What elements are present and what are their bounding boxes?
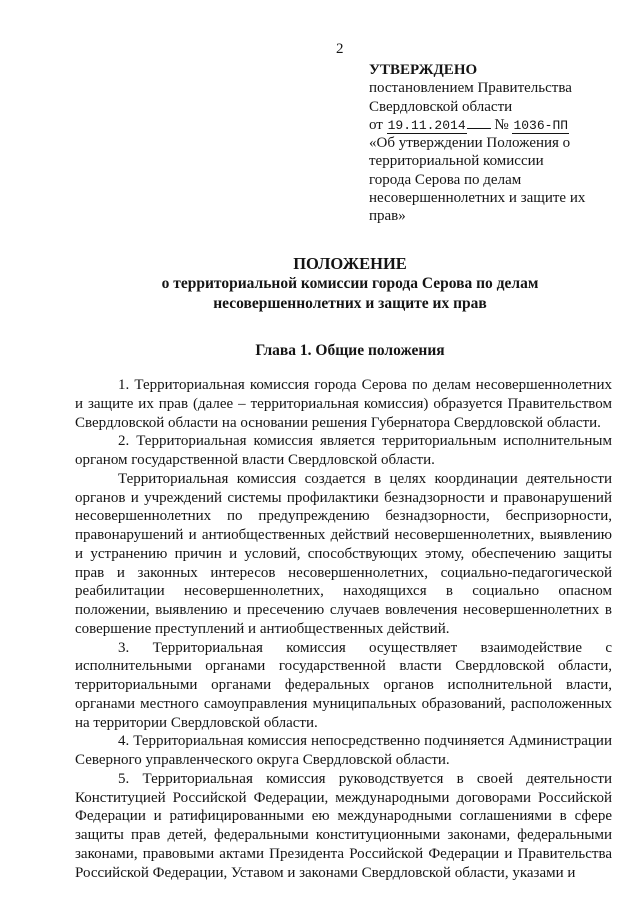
paragraph-5: 4. Территориальная комиссия непосредственно подчиняется Администрации Северного управленческого округа Свердловской области.: [75, 733, 612, 768]
approval-date-line: [369, 116, 609, 134]
approval-subject-line-3: города Серова по делам: [369, 171, 522, 188]
approval-number: 1036-ПП: [513, 117, 569, 133]
paragraph-2: 2. Территориальная комиссия является территориальным исполнительным органом государственной власти Свердловской области.: [75, 433, 612, 468]
paragraph-3: Территориальная комиссия создается в целях координации деятельности органов и учреждений системы профилактики безнадзорности и правонарушений несовершеннолетних по предупреждению безнадзорности, беспризорности, правонарушений и антиобщественных действий несовершеннолетних, выявлению и устранению причин и условий, способствующих этому, обеспечению защиты прав и законных интересов несовершеннолетних, социально-педагогической реабилитации несовершеннолетних, находящихся в социально опасном положении, выявлению и пресечению случаев вовлечения несовершеннолетних в совершение преступлений и антиобщественных действий.: [75, 470, 612, 637]
approval-heading: УТВЕРЖДЕНО: [369, 62, 478, 78]
approval-subject-line-2: территориальной комиссии: [369, 153, 544, 170]
approval-subject-line-4: несовершеннолетних и защите их: [369, 190, 586, 207]
paragraph-4: 3. Территориальная комиссия осуществляет взаимодействие с исполнительными органами государственной власти Свердловской области, территориальными органами федеральных органов исполнительной власти, органами местного самоуправления муниципальных образований, расположенных на территории Свердловской области.: [75, 639, 612, 731]
approval-line-2: Свердловской области: [369, 98, 513, 115]
page-number: 2: [336, 41, 344, 57]
chapter-heading: Глава 1. Общие положения: [255, 342, 445, 359]
paragraph-1: 1. Территориальная комиссия города Серова по делам несовершеннолетних и защите их прав (далее – территориальная комиссия) образуется Правительством Свердловской области на основании решения Губернатора Свердловской области.: [75, 377, 612, 431]
number-prefix: №: [494, 116, 509, 133]
paragraph-6: 5. Территориальная комиссия руководствуется в своей деятельности Конституцией Российской Федерации, международными договорами Российской Федерации и ратифицированными ею международными соглашениями в сфере защиты прав детей, федеральными конституционными законами, федеральными законами, правовыми актами Президента Российской Федерации и Правительства Российской Федерации, Уставом и законами Свердловской области, указами и: [75, 770, 612, 881]
body-text: [75, 376, 612, 882]
approval-stamp: [369, 61, 609, 226]
document-subtitle-line-1: о территориальной комиссии города Серова по делам: [161, 275, 539, 292]
approval-line-1: постановлением Правительства: [369, 80, 572, 97]
approval-date: 19.11.2014: [387, 117, 466, 133]
document-title-block: [60, 254, 640, 314]
document-title: ПОЛОЖЕНИЕ: [293, 254, 407, 273]
approval-subject-line-1: «Об утверждении Положения о: [369, 135, 571, 152]
approval-subject-line-5: прав»: [369, 208, 406, 225]
document-subtitle-line-2: несовершеннолетних и защите их прав: [213, 295, 487, 312]
date-gap: [467, 116, 491, 129]
date-prefix: от: [369, 116, 383, 133]
